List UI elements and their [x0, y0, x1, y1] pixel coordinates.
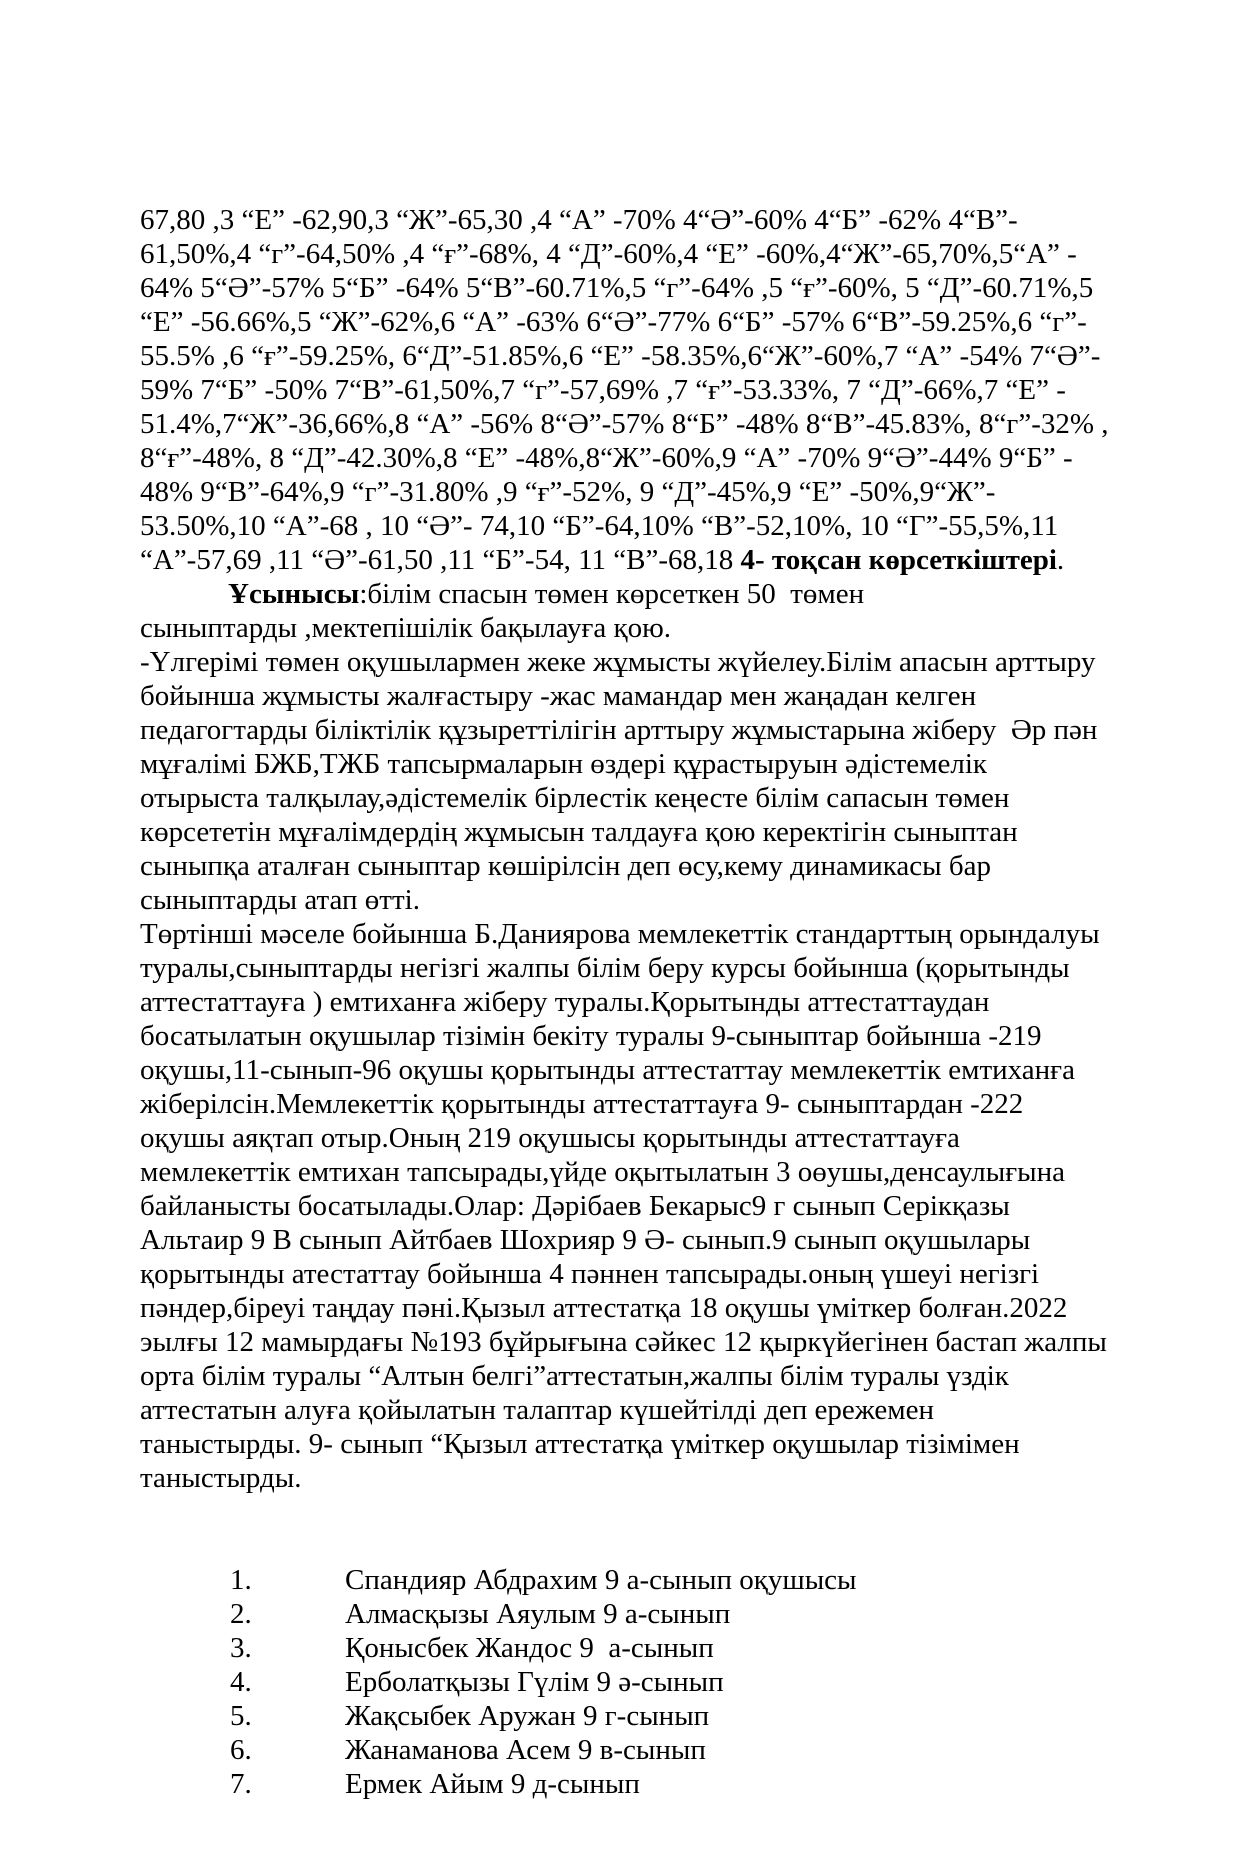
text-segment: аттестатын алуға қойылатын талаптар күшейтілді деп ережемен: [140, 1394, 935, 1426]
bold-text-segment: Ұсынысы: [228, 578, 360, 610]
paragraphs-container: [140, 203, 1150, 1495]
text-line: [140, 1359, 1150, 1393]
text-segment: Төртінші мәселе бойынша Б.Даниярова мемлекеттік стандарттың орындалуы: [140, 918, 1100, 950]
text-line: [140, 849, 1150, 883]
text-line: [140, 747, 1150, 781]
text-segment: 59% 7“Б” -50% 7“В”-61,50%,7 “г”-57,69% ,7 “ғ”-53.33%, 7 “Д”-66%,7 “Е” -: [140, 374, 1066, 406]
text-segment: 67,80 ,3 “Е” -62,90,3 “Ж”-65,30 ,4 “А” -70% 4“Ә”-60% 4“Б” -62% 4“В”-: [140, 204, 1018, 236]
text-line: [140, 577, 1150, 611]
document-text: [140, 101, 1150, 1869]
text-segment: қорытынды атестаттау бойынша 4 пәннен тапсырады.оның үшеуі негізгі: [140, 1258, 1040, 1290]
list-item-text: Ермек Айым 9 д-сынып: [345, 1768, 640, 1800]
text-segment: 48% 9“В”-64%,9 “г”-31.80% ,9 “ғ”-52%, 9 “Д”-45%,9 “Е” -50%,9“Ж”-: [140, 476, 996, 508]
list-item-number: 5.: [230, 1700, 252, 1732]
text-segment: туралы,сыныптарды негізгі жалпы білім беру курсы бойынша (қорытынды: [140, 952, 1070, 984]
text-line: [140, 951, 1150, 985]
list-item: [140, 1699, 1150, 1733]
text-line: [140, 407, 1150, 441]
list-item-number: 2.: [230, 1598, 252, 1630]
paragraph-systematize-work: [140, 645, 1150, 917]
text-line: [140, 781, 1150, 815]
text-segment: отырыста талқылау,әдістемелік бірлестік кеңесте білім сапасын төмен: [140, 782, 1010, 814]
text-segment: Альтаир 9 В сынып Айтбаев Шохрияр 9 Ә- сынып.9 сынып оқушылары: [140, 1224, 1031, 1256]
list-item-number: 6.: [230, 1734, 252, 1766]
text-segment: мемлекеттік емтихан тапсырады,үйде оқытылатын 3 оөушы,денсаулығына: [140, 1156, 1066, 1188]
text-line: [140, 339, 1150, 373]
text-line: [140, 1087, 1150, 1121]
text-line: [140, 1121, 1150, 1155]
text-line: [140, 713, 1150, 747]
text-line: [140, 1053, 1150, 1087]
text-line: [140, 441, 1150, 475]
text-segment: .: [1056, 544, 1065, 576]
text-segment: сыныптарды атап өтті.: [140, 884, 420, 916]
text-segment: 61,50%,4 “г”-64,50% ,4 “ғ”-68%, 4 “Д”-60%,4 “Е” -60%,4“Ж”-65,70%,5“А” -: [140, 238, 1077, 270]
text-segment: “Е” -56.66%,5 “Ж”-62%,6 “А” -63% 6“Ә”-77% 6“Б” -57% 6“В”-59.25%,6 “г”-: [140, 306, 1087, 338]
text-line: [140, 611, 1150, 645]
text-line: [140, 373, 1150, 407]
text-segment: жіберілсін.Мемлекеттік қорытынды аттестаттауға 9- сыныптардан -222: [140, 1088, 1024, 1120]
text-segment: босатылатын оқушылар тізімін бекіту туралы 9-сыныптар бойынша -219: [140, 1020, 1042, 1052]
text-line: [140, 203, 1150, 237]
text-line: [140, 237, 1150, 271]
text-line: [140, 271, 1150, 305]
list-item-number: 1.: [230, 1564, 252, 1596]
text-line: [140, 1325, 1150, 1359]
bold-text-segment: 4- тоқсан көрсеткіштері: [740, 544, 1057, 576]
list-item-text: Алмасқызы Аяулым 9 а-сынып: [345, 1598, 731, 1630]
text-segment: бойынша жұмысты жалғастыру -жас мамандар мен жаңадан келген: [140, 680, 977, 712]
text-line: [140, 883, 1150, 917]
list-item-number: 4.: [230, 1666, 252, 1698]
text-segment: орта білім туралы “Алтын белгі”аттестатын,жалпы білім туралы үздік: [140, 1360, 1009, 1392]
text-segment: -Үлгерімі төмен оқушылармен жеке жұмысты жүйелеу.Білім апасын арттыру: [140, 646, 1096, 678]
text-line: [140, 645, 1150, 679]
text-line: [140, 1291, 1150, 1325]
list-item-number: 7.: [230, 1768, 252, 1800]
text-segment: аттестаттауға ) емтиханға жіберу туралы.Қорытынды аттестаттаудан: [140, 986, 990, 1018]
text-segment: :білім спасын төмен көрсеткен 50 төмен: [359, 578, 865, 610]
list-item-text: Жақсыбек Аружан 9 г-сынып: [345, 1700, 710, 1732]
text-segment: сыныпқа аталған сыныптар көшірілсін деп өсу,кему динамикасы бар: [140, 850, 991, 882]
text-line: [140, 1019, 1150, 1053]
list-item-number: 3.: [230, 1632, 252, 1664]
text-segment: мұғалімі БЖБ,ТЖБ тапсырмаларын өздері құрастыруын әдістемелік: [140, 748, 987, 780]
text-line: [140, 1155, 1150, 1189]
list-item: [140, 1631, 1150, 1665]
text-segment: пәндер,біреуі таңдау пәні.Қызыл аттестатқа 18 оқушы үміткер болған.2022: [140, 1292, 1068, 1324]
text-segment: байланысты босатылады.Олар: Дәрібаев Бекарыс9 г сынып Серікқазы: [140, 1190, 1010, 1222]
list-item: [140, 1767, 1150, 1801]
student-list: [140, 1563, 1150, 1801]
text-line: [140, 1189, 1150, 1223]
paragraph-fourth-issue: [140, 917, 1150, 1495]
text-segment: 51.4%,7“Ж”-36,66%,8 “А” -56% 8“Ә”-57% 8“Б” -48% 8“В”-45.83%, 8“г”-32% ,: [140, 408, 1109, 440]
list-item: [140, 1665, 1150, 1699]
text-line: [140, 305, 1150, 339]
list-item-text: Спандияр Абдрахим 9 а-сынып оқушысы: [345, 1564, 857, 1596]
text-segment: 64% 5“Ә”-57% 5“Б” -64% 5“В”-60.71%,5 “г”-64% ,5 “ғ”-60%, 5 “Д”-60.71%,5: [140, 272, 1094, 304]
text-line: [140, 475, 1150, 509]
text-line: [140, 815, 1150, 849]
text-segment: сыныптарды ,мектепішілік бақылауға қою.: [140, 612, 672, 644]
list-item: [140, 1733, 1150, 1767]
text-segment: эылғы 12 мамырдағы №193 бұйрығына сәйкес 12 қыркүйегінен бастап жалпы: [140, 1326, 1107, 1358]
text-line: [140, 679, 1150, 713]
paragraph-quarter-statistics: [140, 203, 1150, 577]
text-segment: 8“ғ”-48%, 8 “Д”-42.30%,8 “Е” -48%,8“Ж”-60%,9 “А” -70% 9“Ә”-44% 9“Б” -: [140, 442, 1073, 474]
text-line: [140, 917, 1150, 951]
text-segment: оқушы аяқтап отыр.Оның 219 оқушысы қорытынды аттестаттауға: [140, 1122, 960, 1154]
text-line: [140, 985, 1150, 1019]
list-item: [140, 1563, 1150, 1597]
text-segment: оқушы,11-сынып-96 оқушы қорытынды аттестаттау мемлекеттік емтиханға: [140, 1054, 1075, 1086]
text-segment: таныстырды.: [140, 1462, 302, 1494]
text-line: [140, 1257, 1150, 1291]
paragraph-recommendation: [140, 577, 1150, 645]
text-segment: 53.50%,10 “А”-68 , 10 “Ә”- 74,10 “Б”-64,10% “В”-52,10%, 10 “Г”-55,5%,11: [140, 510, 1059, 542]
text-segment: педагогтарды біліктілік құзыреттілігін арттыру жұмыстарына жіберу Әр пән: [140, 714, 1098, 746]
text-line: [140, 543, 1150, 577]
text-line: [140, 509, 1150, 543]
text-segment: 55.5% ,6 “ғ”-59.25%, 6“Д”-51.85%,6 “Е” -58.35%,6“Ж”-60%,7 “А” -54% 7“Ә”-: [140, 340, 1101, 372]
text-line: [140, 1393, 1150, 1427]
list-item-text: Жанаманова Асем 9 в-сынып: [345, 1734, 706, 1766]
list-item-text: Қонысбек Жандос 9 а-сынып: [345, 1632, 714, 1664]
text-line: [140, 1427, 1150, 1461]
text-line: [140, 1461, 1150, 1495]
text-segment: “А”-57,69 ,11 “Ә”-61,50 ,11 “Б”-54, 11 “В”-68,18: [140, 544, 741, 576]
text-segment: таныстырды. 9- сынып “Қызыл аттестатқа үміткер оқушылар тізімімен: [140, 1428, 1020, 1460]
text-line: [140, 1223, 1150, 1257]
list-item: [140, 1597, 1150, 1631]
list-item-text: Ерболатқызы Гүлім 9 ә-сынып: [345, 1666, 724, 1698]
text-segment: көрсететін мұғалімдердің жұмысын талдауға қою керектігін сыныптан: [140, 816, 1018, 848]
